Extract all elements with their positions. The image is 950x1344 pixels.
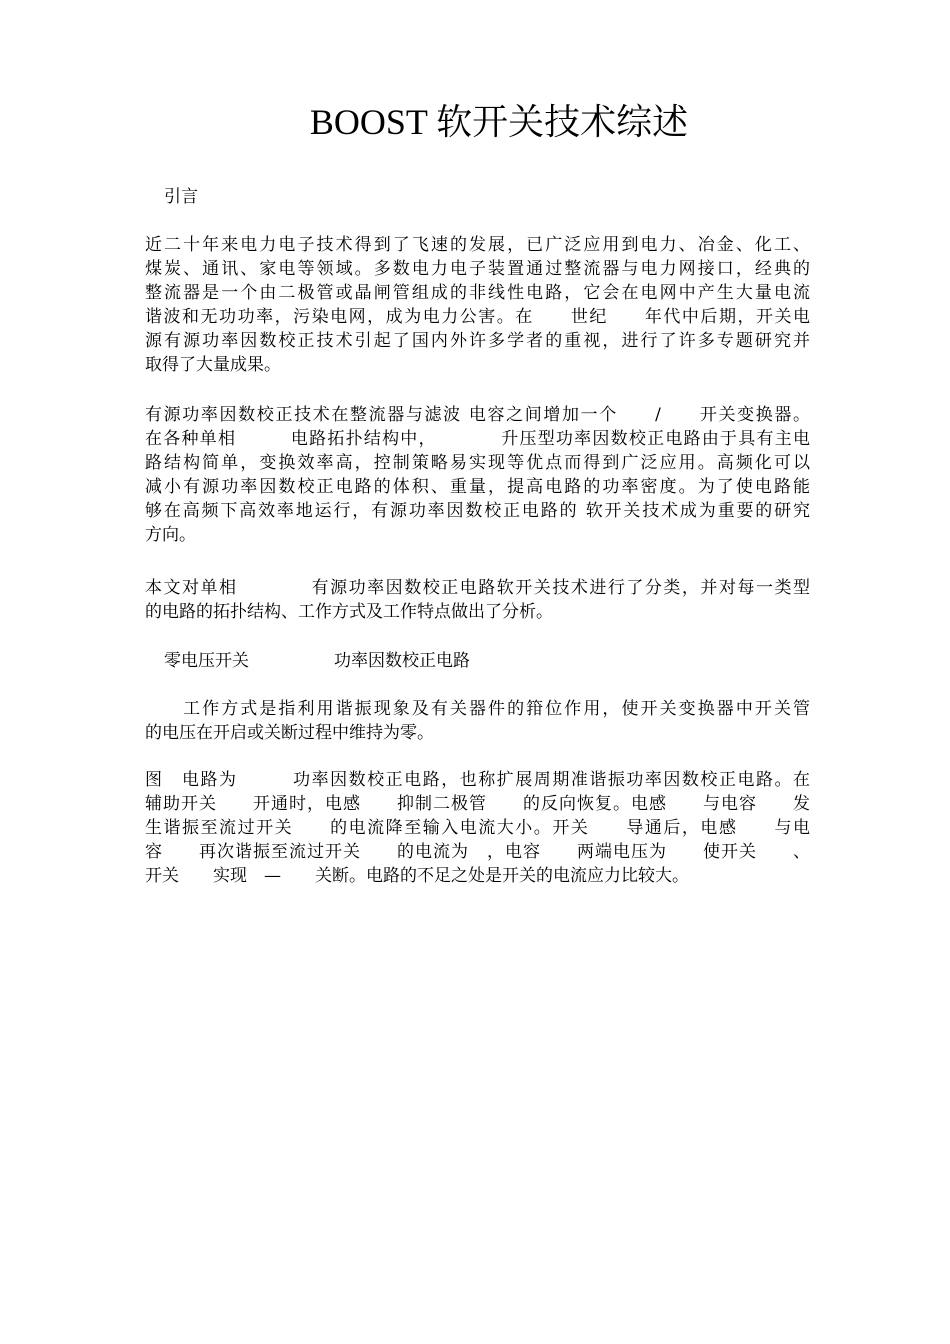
paragraph-5 [145,768,810,888]
paragraph-4 [145,697,810,745]
paragraph-line: 图 电路为 功率因数校正电路，也称扩展周期准谐振功率因数校正电路。在 [145,770,810,790]
section-heading-zvs: 零电压开关 功率因数校正电路 [164,651,470,671]
paragraph-line: 整流器是一个由二极管或晶闸管组成的非线性电路，它会在电网中产生大量电流 [145,283,810,303]
paragraph-line: 有源功率因数校正技术在整流器与滤波 电容之间增加一个 / 开关变换器。 [145,405,810,425]
paragraph-line: 路结构简单，变换效率高，控制策略易实现等优点而得到广泛应用。高频化可以 [145,453,810,473]
paragraph-line: 开关 实现 — 关断。电路的不足之处是开关的电流应力比较大。 [145,866,689,886]
paragraph-line: 在各种单相 电路拓扑结构中， 升压型功率因数校正电路由于具有主电 [145,429,810,449]
paragraph-1 [145,233,810,377]
paragraph-line: 辅助开关 开通时，电感 抑制二极管 的反向恢复。电感 与电容 发 [145,794,810,814]
paragraph-line: 生谐振至流过开关 的电流降至输入电流大小。开关 导通后，电感 与电 [145,818,810,838]
paragraph-line: 工作方式是指利用谐振现象及有关器件的箝位作用，使开关变换器中开关管 [145,699,810,719]
paragraph-line: 源有源功率因数校正技术引起了国内外许多学者的重视，进行了许多专题研究并 [145,331,810,351]
paragraph-line: 本文对单相 有源功率因数校正电路软开关技术进行了分类，并对每一类型 [145,578,810,598]
paragraph-line: 方向。 [145,525,196,545]
paragraph-line: 煤炭、通讯、家电等领域。多数电力电子装置通过整流器与电力网接口，经典的 [145,259,810,279]
paragraph-line: 取得了大量成果。 [145,355,281,375]
paragraph-3 [145,576,810,624]
paragraph-line: 的电压在开启或关断过程中维持为零。 [145,723,434,743]
paragraph-line: 容 再次谐振至流过开关 的电流为 ，电容 两端电压为 使开关 、 [145,842,810,862]
paragraph-line: 谐波和无功功率，污染电网，成为电力公害。在 世纪 年代中后期，开关电 [145,307,810,327]
paragraph-line: 近二十年来电力电子技术得到了飞速的发展，已广泛应用到电力、冶金、化工、 [145,235,810,255]
section-heading-intro: 引言 [164,187,198,207]
paragraph-line: 的电路的拓扑结构、工作方式及工作特点做出了分析。 [145,602,553,622]
document-title: BOOST 软开关技术综述 [309,102,689,142]
paragraph-line: 够在高频下高效率地运行，有源功率因数校正电路的 软开关技术成为重要的研究 [145,501,810,521]
paragraph-line: 减小有源功率因数校正电路的体积、重量，提高电路的功率密度。为了使电路能 [145,477,810,497]
paragraph-2 [145,403,810,547]
